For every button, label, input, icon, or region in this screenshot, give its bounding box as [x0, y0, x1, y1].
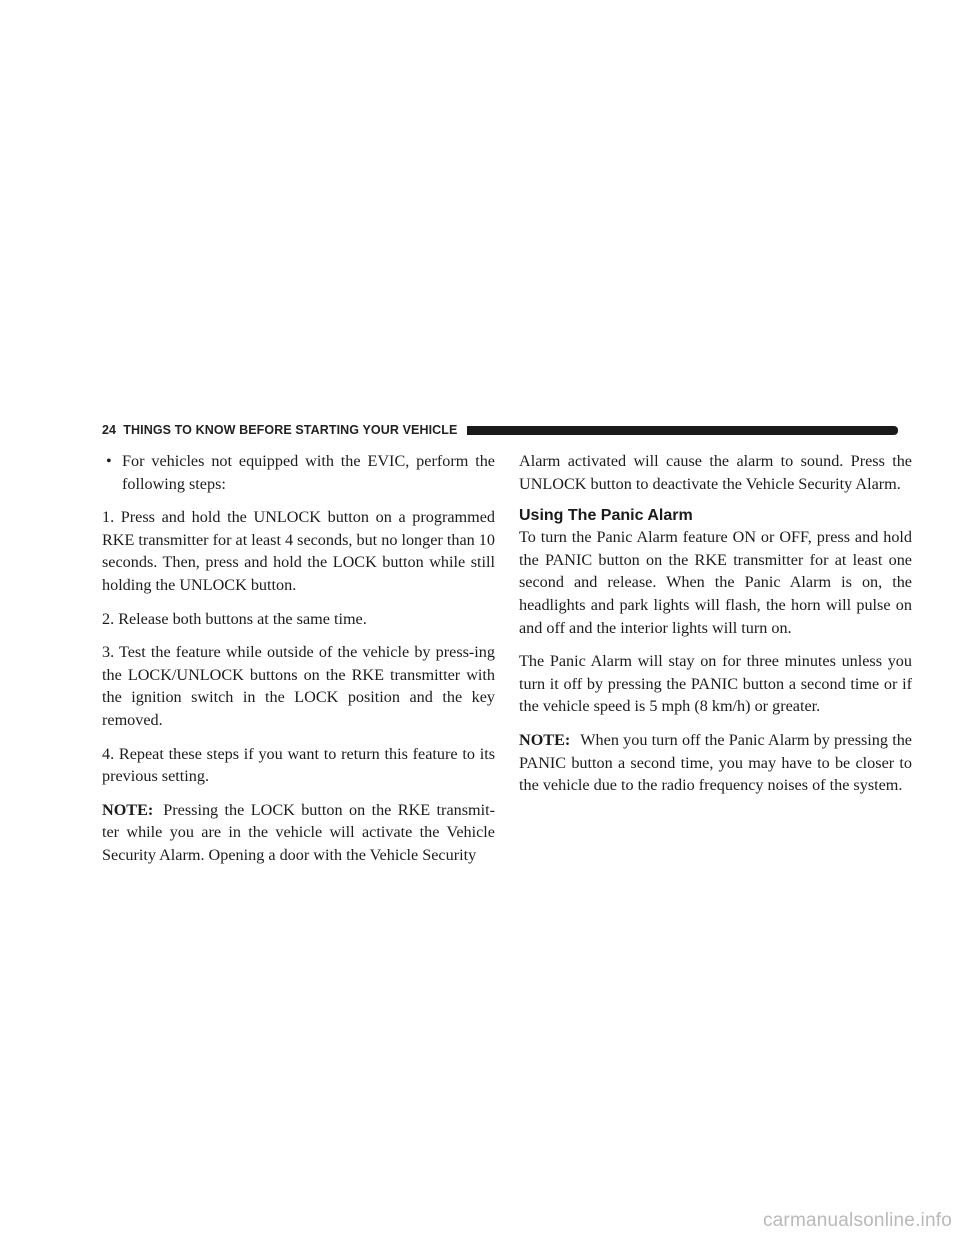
page-header-text	[102, 423, 457, 437]
right-column	[519, 450, 912, 808]
note-text: When you turn off the Panic Alarm by pressing the PANIC button a second time, you may have to be closer to the vehicle due to the radio frequency noises of the system.	[519, 730, 912, 795]
page-header	[102, 421, 898, 439]
continuation-paragraph: Alarm activated will cause the alarm to sound. Press the UNLOCK button to deactivate the Vehicle Security Alarm.	[519, 452, 912, 493]
step-2: 2. Release both buttons at the same time.	[102, 609, 367, 628]
bullet-icon: •	[106, 452, 112, 470]
note-text: Pressing the LOCK button on the RKE transmit-ter while you are in the vehicle will activate the Vehicle Security Alarm. Opening a door with the Vehicle Security	[102, 800, 495, 864]
section-heading: Using The Panic Alarm	[519, 507, 693, 525]
header-rule	[467, 426, 898, 435]
left-column	[102, 450, 495, 878]
bullet-item	[102, 450, 495, 495]
running-title: THINGS TO KNOW BEFORE STARTING YOUR VEHICLE	[123, 423, 458, 437]
watermark: carmanualsonline.info	[762, 1210, 952, 1231]
note-paragraph	[519, 729, 912, 797]
page-number: 24	[102, 423, 117, 437]
bullet-text: For vehicles not equipped with the EVIC, perform the following steps:	[122, 452, 495, 493]
note-label: NOTE:	[519, 730, 571, 749]
step-4: 4. Repeat these steps if you want to return this feature to its previous setting.	[102, 744, 495, 786]
note-label: NOTE:	[102, 800, 154, 819]
step-1: 1. Press and hold the UNLOCK button on a programmed RKE transmitter for at least 4 seconds, but no longer than 10 seconds. Then, press and hold the LOCK button while still holding the UNLOCK button.	[102, 508, 495, 594]
note-paragraph	[102, 799, 495, 867]
step-3: 3. Test the feature while outside of the vehicle by press-ing the LOCK/UNLOCK buttons on the RKE transmitter with the ignition switch in the LOCK position and the key removed.	[102, 643, 495, 729]
panic-paragraph-2: The Panic Alarm will stay on for three minutes unless you turn it off by pressing the PANIC button a second time or if the vehicle speed is 5 mph (8 km/h) or greater.	[519, 652, 912, 716]
panic-paragraph-1: To turn the Panic Alarm feature ON or OFF, press and hold the PANIC button on the RKE transmitter for at least one second and release. When the Panic Alarm is on, the headlights and park lights will flash, the horn will pulse on and off and the interior lights will turn on.	[519, 528, 912, 637]
